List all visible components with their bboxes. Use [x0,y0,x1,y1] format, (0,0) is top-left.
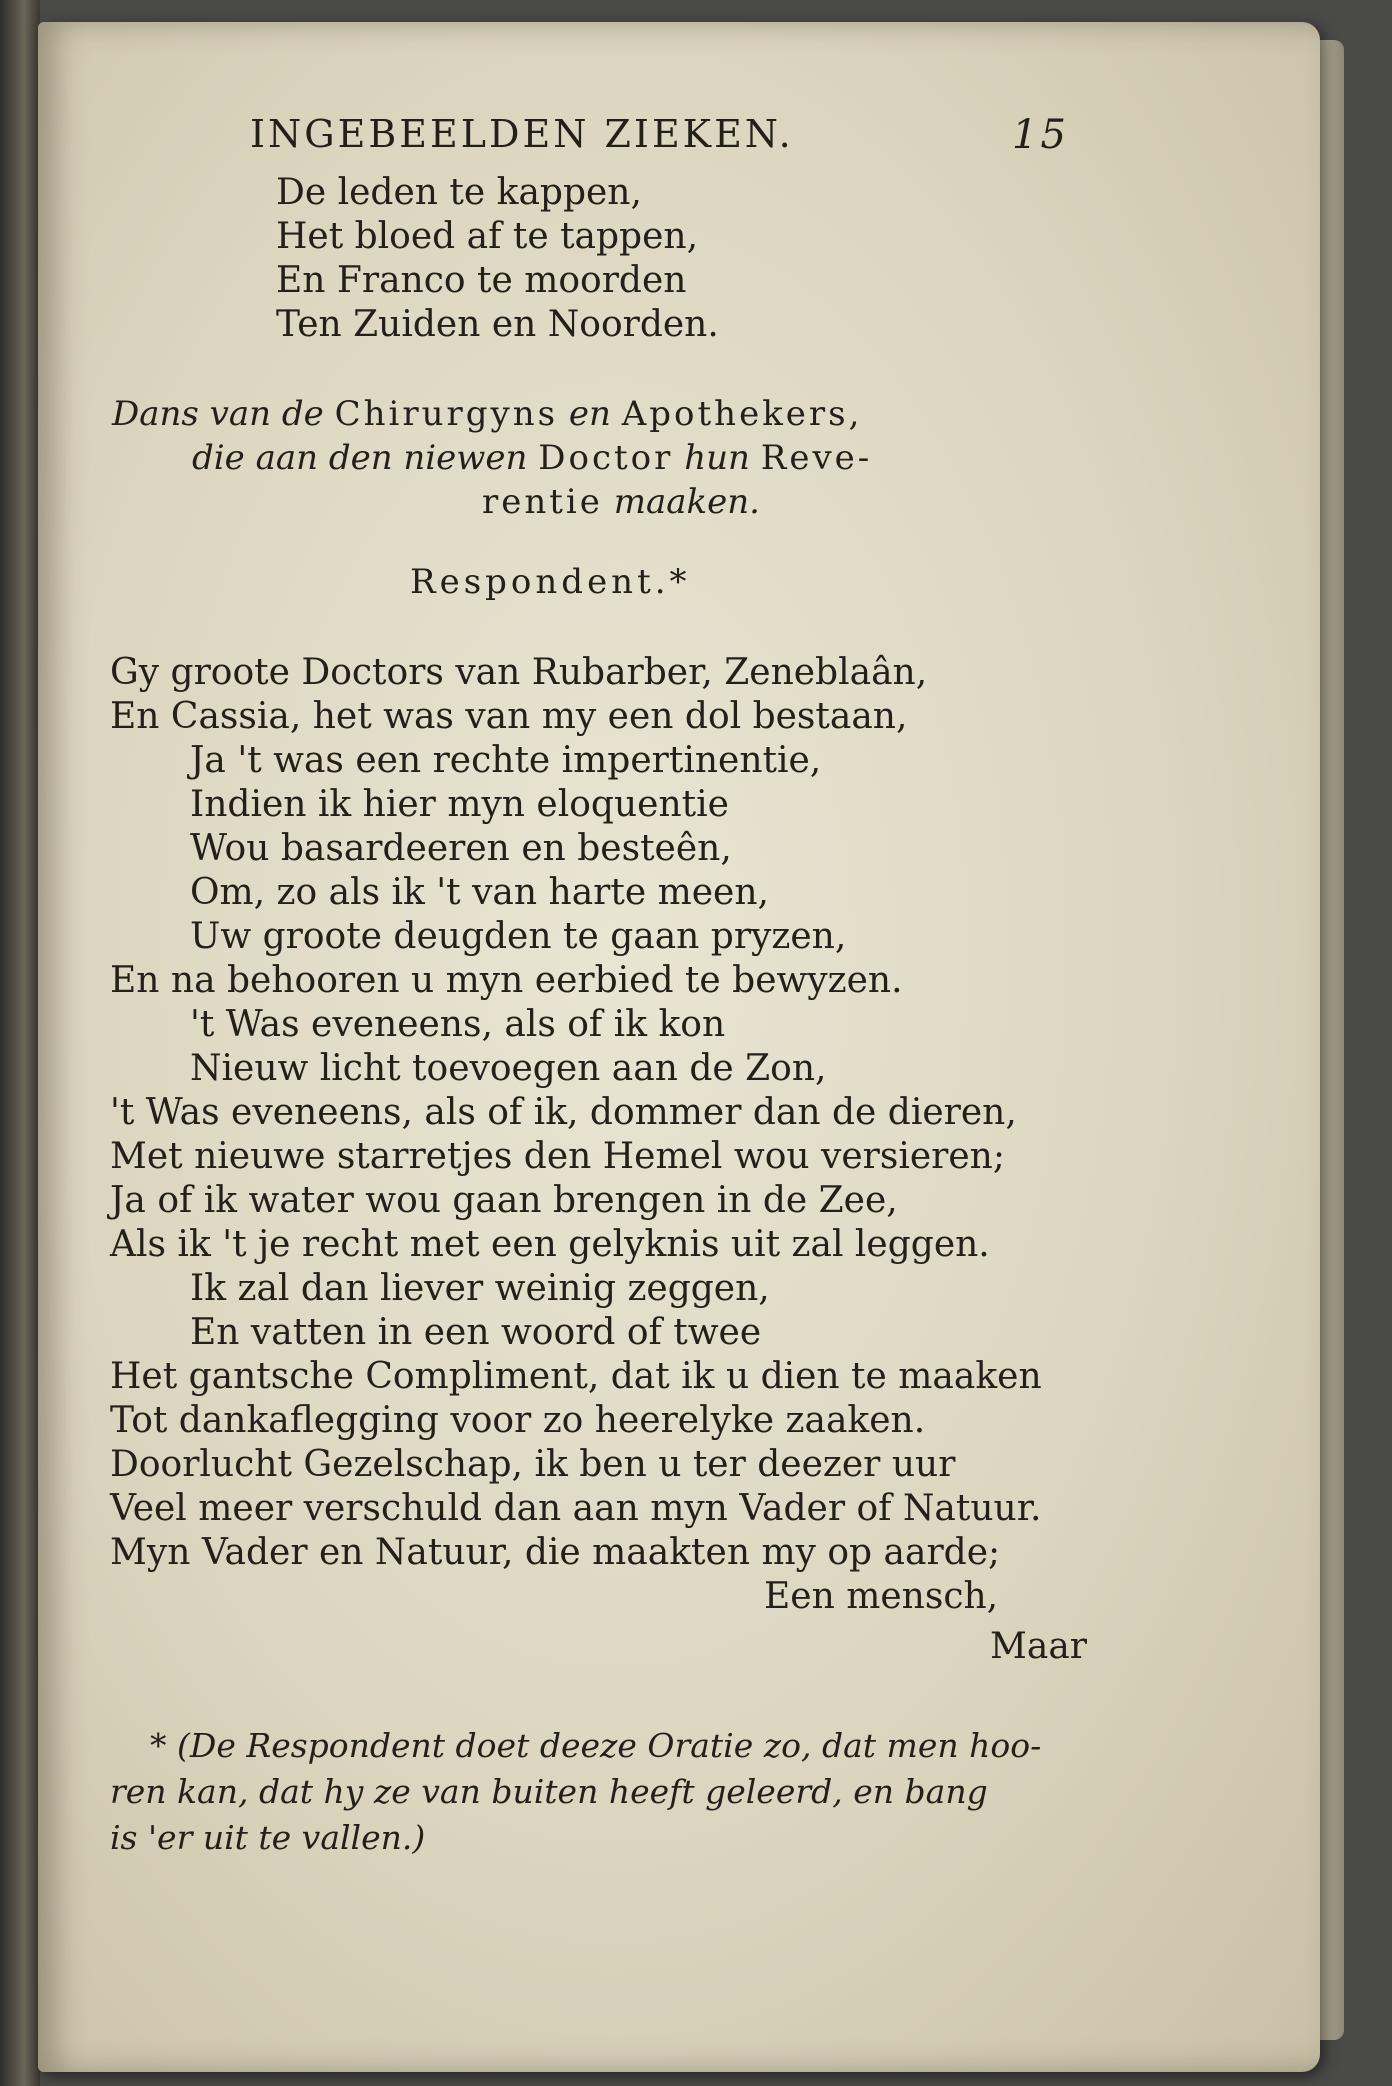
speech-line: Gy groote Doctors van Rubarber, Zeneblaân, [110,652,928,693]
page-stack-edge [1318,40,1344,2040]
speech-line: Uw groote deugden te gaan pryzen, [190,916,847,957]
page-number: 15 [1012,112,1069,158]
stanza-line: En Franco te moorden [276,260,687,301]
speech-line: 't Was eveneens, als of ik kon [190,1004,726,1045]
footnote-line: is 'er uit te vallen.) [110,1818,426,1857]
catchword: Maar [990,1626,1087,1667]
speech-line: En Cassia, het was van my een dol bestaan, [110,696,908,737]
stage-direction-line-2: die aan den niewen Doctor hun Reve- [192,438,873,478]
speech-line: En na behooren u myn eerbied te bewyzen. [110,960,903,1001]
stanza-line: Het bloed af te tappen, [276,216,699,257]
footnote-line: ren kan, dat hy ze van buiten heeft geleerd, en bang [110,1772,988,1811]
footnote-line: * (De Respondent doet deeze Oratie zo, dat men hoo- [150,1726,1042,1765]
speech-line: Veel meer verschuld dan aan myn Vader of Natuur. [110,1488,1042,1529]
stanza-line: Ten Zuiden en Noorden. [276,304,719,345]
stage-direction-line-3: rentie maaken. [482,482,760,522]
running-header: INGEBEELDEN ZIEKEN. [250,112,794,156]
stage-direction-line-1: Dans van de Chirurgyns en Apothekers, [112,394,863,434]
speech-line: Het gantsche Compliment, dat ik u dien te maaken [110,1356,1042,1397]
speech-line: Als ik 't je recht met een gelyknis uit zal leggen. [110,1224,990,1265]
stanza-line: De leden te kappen, [276,172,642,213]
speech-line: Ja 't was een rechte impertinentie, [190,740,822,781]
speech-line: Ja of ik water wou gaan brengen in de Zee, [110,1180,898,1221]
speech-line: Wou basardeeren en besteên, [190,828,732,869]
speech-line: 't Was eveneens, als of ik, dommer dan de dieren, [110,1092,1017,1133]
speech-line: En vatten in een woord of twee [190,1312,762,1353]
facing-page-edge [0,0,40,2086]
speech-line: Nieuw licht toevoegen aan de Zon, [190,1048,827,1089]
speech-line: Indien ik hier myn eloquentie [190,784,729,825]
speech-line: Doorlucht Gezelschap, ik ben u ter deezer uur [110,1444,956,1485]
speech-line: Ik zal dan liever weinig zeggen, [190,1268,770,1309]
speech-line: Myn Vader en Natuur, die maakten my op aarde; [110,1532,1001,1573]
speaker-heading: Respondent.* [410,562,691,602]
speech-line: Tot dankaflegging voor zo heerelyke zaaken. [110,1400,926,1441]
speech-line: Een mensch, [764,1576,999,1617]
speech-line: Om, zo als ik 't van harte meen, [190,872,769,913]
speech-line: Met nieuwe starretjes den Hemel wou versieren; [110,1136,1005,1177]
